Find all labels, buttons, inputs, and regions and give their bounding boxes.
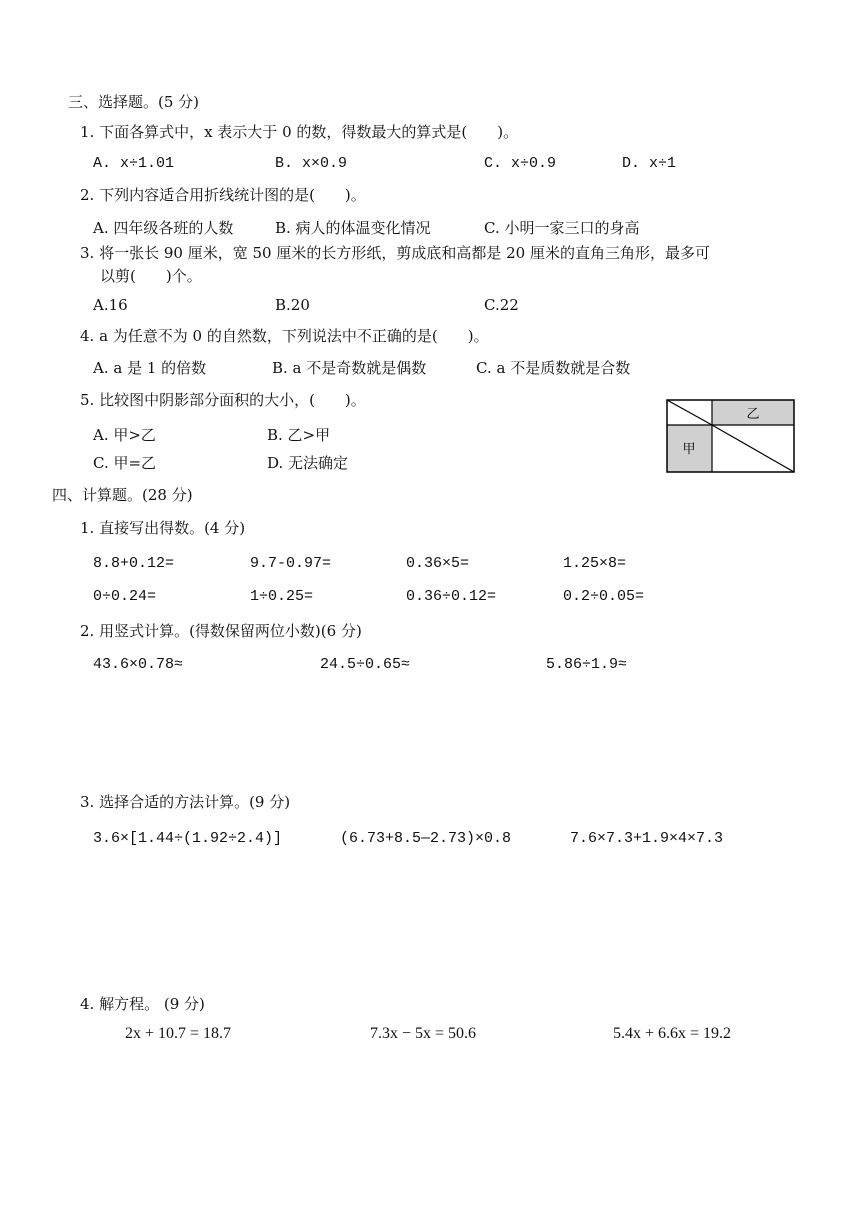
q2-stem: 2. 下列内容适合用折线统计图的是( )。 <box>80 186 366 204</box>
p1-r2-c3: 0.36÷0.12= <box>406 588 497 605</box>
figure-diagonal-bottom <box>712 425 794 472</box>
q1-option-d: D. x÷1 <box>622 155 677 172</box>
q3-option-b: B.20 <box>275 296 310 314</box>
p1-r2-c4: 0.2÷0.05= <box>563 588 645 605</box>
label-yi: 乙 <box>746 407 760 422</box>
p4-equation-3: 5.4x + 6.6x = 19.2 <box>613 1025 732 1042</box>
q2-option-b: B. 病人的体温变化情况 <box>275 219 431 237</box>
q3-option-a: A.16 <box>93 296 128 314</box>
p3-title: 3. 选择合适的方法计算。(9 分) <box>80 793 291 811</box>
q2-option-a: A. 四年级各班的人数 <box>93 219 234 237</box>
p1-r1-c4: 1.25×8= <box>563 555 627 572</box>
q4-stem: 4. a 为任意不为 0 的自然数，下列说法中不正确的是( )。 <box>80 327 489 345</box>
q5-area-figure <box>666 399 796 474</box>
q5-option-b: B. 乙>甲 <box>267 426 331 444</box>
label-jia: 甲 <box>682 442 696 457</box>
q4-option-c: C. a 不是质数就是合数 <box>476 359 631 377</box>
section3-title: 三、选择题。(5 分) <box>68 93 200 111</box>
p4-equation-1: 2x + 10.7 = 18.7 <box>125 1025 232 1042</box>
p4-title: 4. 解方程。 (9 分) <box>80 995 205 1013</box>
p1-r2-c1: 0÷0.24= <box>93 588 157 605</box>
p3-item-3: 7.6×7.3+1.9×4×7.3 <box>570 830 724 847</box>
p1-title: 1. 直接写出得数。(4 分) <box>80 519 246 537</box>
p4-equation-2: 7.3x − 5x = 50.6 <box>370 1025 477 1042</box>
q1-option-b: B. x×0.9 <box>275 155 348 172</box>
p2-item-3: 5.86÷1.9≈ <box>546 656 628 673</box>
q4-option-b: B. a 不是奇数就是偶数 <box>272 359 427 377</box>
q5-stem: 5. 比较图中阴影部分面积的大小，( )。 <box>80 391 366 409</box>
q1-option-a: A. x÷1.01 <box>93 155 175 172</box>
q5-option-d: D. 无法确定 <box>267 454 349 472</box>
q1-option-c: C. x÷0.9 <box>484 155 557 172</box>
q2-option-c: C. 小明一家三口的身高 <box>484 219 640 237</box>
q1-stem: 1. 下面各算式中，x 表示大于 0 的数，得数最大的算式是( )。 <box>80 123 519 141</box>
q3-stem-line2: 以剪( )个。 <box>100 267 202 285</box>
p3-item-2: (6.73+8.5—2.73)×0.8 <box>340 830 512 847</box>
p1-r1-c3: 0.36×5= <box>406 555 470 572</box>
p2-item-2: 24.5÷0.65≈ <box>320 656 411 673</box>
q5-option-c: C. 甲=乙 <box>93 454 157 472</box>
q4-option-a: A. a 是 1 的倍数 <box>93 359 207 377</box>
section4-title: 四、计算题。(28 分) <box>52 486 193 504</box>
q3-stem-line1: 3. 将一张长 90 厘米，宽 50 厘米的长方形纸，剪成底和高都是 20 厘米的直角三角形，最多可 <box>80 244 710 262</box>
p1-r1-c1: 8.8+0.12= <box>93 555 175 572</box>
p1-r1-c2: 9.7-0.97= <box>250 555 332 572</box>
p1-r2-c2: 1÷0.25= <box>250 588 314 605</box>
p2-title: 2. 用竖式计算。(得数保留两位小数)(6 分) <box>80 622 362 640</box>
figure-diagonal-top <box>667 400 712 425</box>
p2-item-1: 43.6×0.78≈ <box>93 656 184 673</box>
p3-item-1: 3.6×[1.44÷(1.92÷2.4)] <box>93 830 283 847</box>
q5-option-a: A. 甲>乙 <box>93 426 156 444</box>
q3-option-c: C.22 <box>484 296 519 314</box>
